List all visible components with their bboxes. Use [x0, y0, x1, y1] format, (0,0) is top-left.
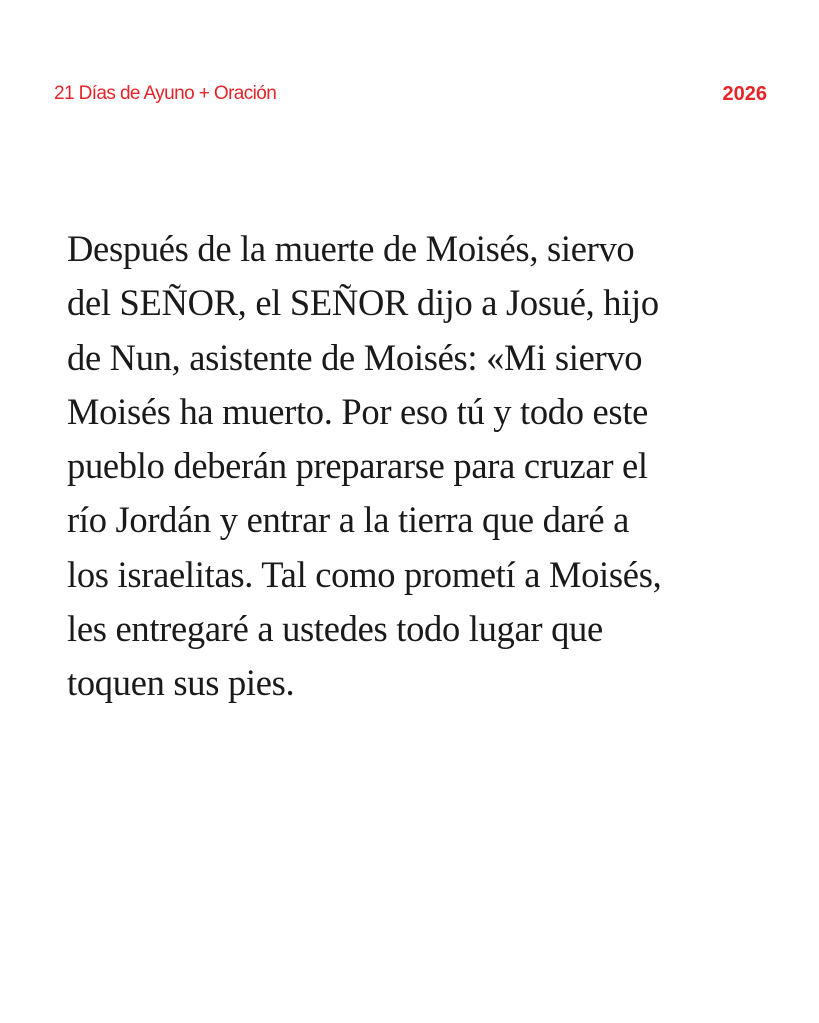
verse-line: toquen sus pies.	[67, 662, 295, 704]
verse-line: río Jordán y entrar a la tierra que daré a	[67, 499, 629, 541]
verse-line: Después de la muerte de Moisés, siervo	[67, 228, 635, 269]
series-title: 21 Días de Ayuno + Oración	[54, 83, 277, 104]
year-label: 2026	[722, 83, 767, 105]
verse-line: les entregaré a ustedes todo lugar que	[67, 608, 603, 650]
verse-line: pueblo deberán prepararse para cruzar el	[67, 445, 648, 487]
verse-line: de Nun, asistente de Moisés: «Mi siervo	[67, 336, 643, 378]
verse-line: del SEÑOR, el SEÑOR dijo a Josué, hijo	[67, 282, 659, 324]
verse-text	[67, 222, 747, 711]
verse-line: Moisés ha muerto. Por eso tú y todo este	[67, 390, 649, 432]
verse-line: los israelitas. Tal como prometí a Moisés,	[67, 553, 662, 595]
